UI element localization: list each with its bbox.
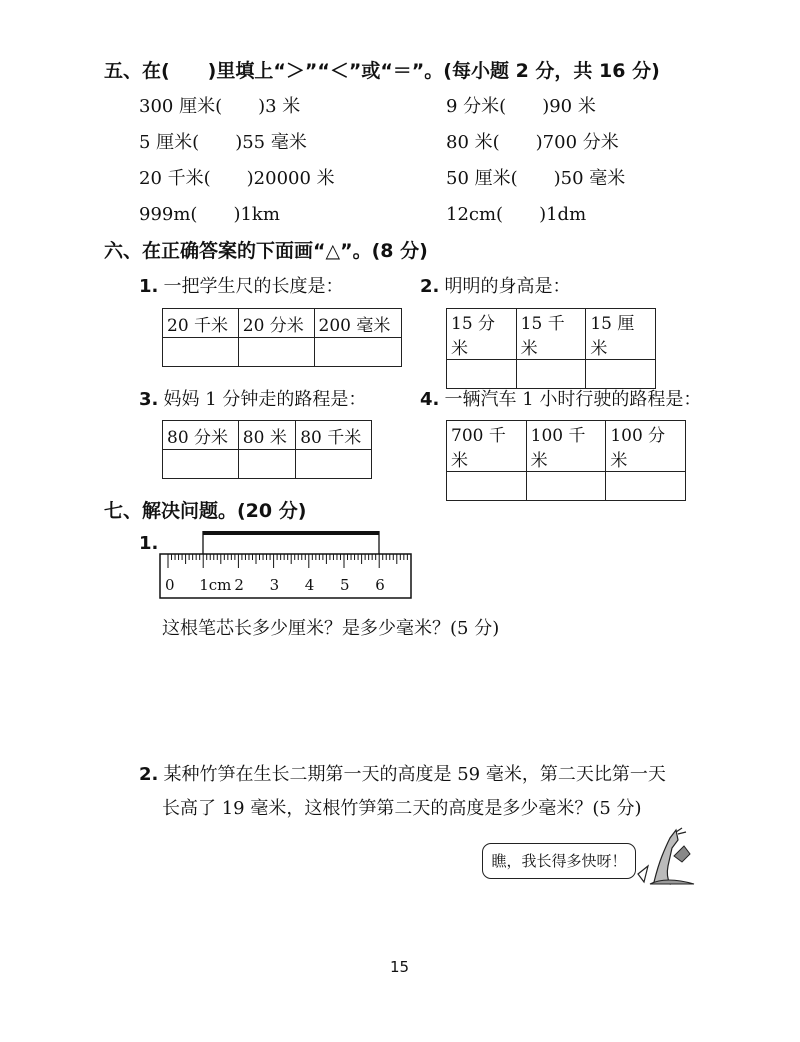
ruler-body <box>160 554 411 598</box>
speech-bubble: 瞧，我长得多快呀！ <box>482 843 636 879</box>
answer-cell[interactable] <box>296 450 372 479</box>
answer-cell[interactable] <box>314 338 401 367</box>
option-cell: 200 毫米 <box>314 309 401 338</box>
problem-2-number: 2. <box>139 764 159 785</box>
option-cell: 100 千米 <box>526 421 606 472</box>
ruler-label: 0 <box>165 576 175 594</box>
question-1 <box>139 272 343 298</box>
compare-item-3: 5 厘米( )55 毫米 <box>139 132 307 153</box>
question-number: 3. <box>139 389 159 410</box>
page-number: 15 <box>390 958 410 976</box>
answer-cell[interactable] <box>238 338 314 367</box>
compare-item-6: 50 厘米( )50 毫米 <box>446 168 626 189</box>
question-4 <box>420 385 701 411</box>
option-cell: 15 分米 <box>447 309 517 360</box>
ruler-label: 6 <box>375 576 385 594</box>
option-cell: 20 分米 <box>238 309 314 338</box>
compare-item-2: 9 分米( )90 米 <box>446 96 596 117</box>
question-2 <box>420 272 570 298</box>
compare-item-4: 80 米( )700 分米 <box>446 132 619 153</box>
ruler-label: 1cm <box>199 576 232 594</box>
question-text: 一辆汽车 1 小时行驶的路程是： <box>444 389 702 410</box>
option-cell: 80 米 <box>238 421 295 450</box>
pencil-lead <box>203 531 379 535</box>
ruler-label: 3 <box>269 576 280 594</box>
option-cell: 700 千米 <box>447 421 527 472</box>
section6-title: 六、在正确答案的下面画“△”。(8 分) <box>104 240 428 262</box>
compare-item-1: 300 厘米( )3 米 <box>139 96 301 117</box>
options-table-3 <box>162 420 372 479</box>
answer-cell[interactable] <box>238 450 295 479</box>
option-cell: 15 千米 <box>516 309 586 360</box>
question-text: 明明的身高是： <box>444 276 571 297</box>
question-text: 妈妈 1 分钟走的路程是： <box>163 389 367 410</box>
options-table-1 <box>162 308 402 367</box>
question-3 <box>139 385 366 411</box>
problem-1-number: 1. <box>139 533 159 554</box>
problem-2-line1: 2. 某种竹笋在生长二期第一天的高度是 59 毫米，第二天比第一天 <box>139 764 666 785</box>
problem-2-line2: 长高了 19 毫米，这根竹笋第二天的高度是多少毫米？(5 分) <box>162 798 642 819</box>
answer-cell[interactable] <box>163 450 239 479</box>
question-text: 一把学生尺的长度是： <box>163 276 344 297</box>
answer-cell[interactable] <box>606 472 686 501</box>
ruler-figure <box>155 527 415 601</box>
option-cell: 20 千米 <box>163 309 239 338</box>
option-cell: 80 分米 <box>163 421 239 450</box>
question-number: 4. <box>420 389 440 410</box>
compare-item-5: 20 千米( )20000 米 <box>139 168 335 189</box>
ruler-label: 5 <box>340 576 350 594</box>
section5-title: 五、在( )里填上“＞”“＜”或“＝”。(每小题 2 分，共 16 分) <box>104 60 660 82</box>
option-cell: 15 厘米 <box>586 309 656 360</box>
compare-item-8: 12cm( )1dm <box>446 204 587 225</box>
bamboo-kid-illustration <box>636 826 698 888</box>
options-table-4 <box>446 420 686 501</box>
answer-cell[interactable] <box>526 472 606 501</box>
option-cell: 100 分米 <box>606 421 686 472</box>
section7-title: 七、解决问题。(20 分) <box>104 500 307 522</box>
question-number: 1. <box>139 276 159 297</box>
ruler-label: 2 <box>234 576 244 594</box>
answer-cell[interactable] <box>447 472 527 501</box>
answer-cell[interactable] <box>163 338 239 367</box>
problem-1-text: 这根笔芯长多少厘米？是多少毫米？(5 分) <box>162 618 500 639</box>
ruler-label: 4 <box>304 576 315 594</box>
question-number: 2. <box>420 276 440 297</box>
option-cell: 80 千米 <box>296 421 372 450</box>
compare-item-7: 999m( )1km <box>139 204 280 225</box>
options-table-2 <box>446 308 656 389</box>
